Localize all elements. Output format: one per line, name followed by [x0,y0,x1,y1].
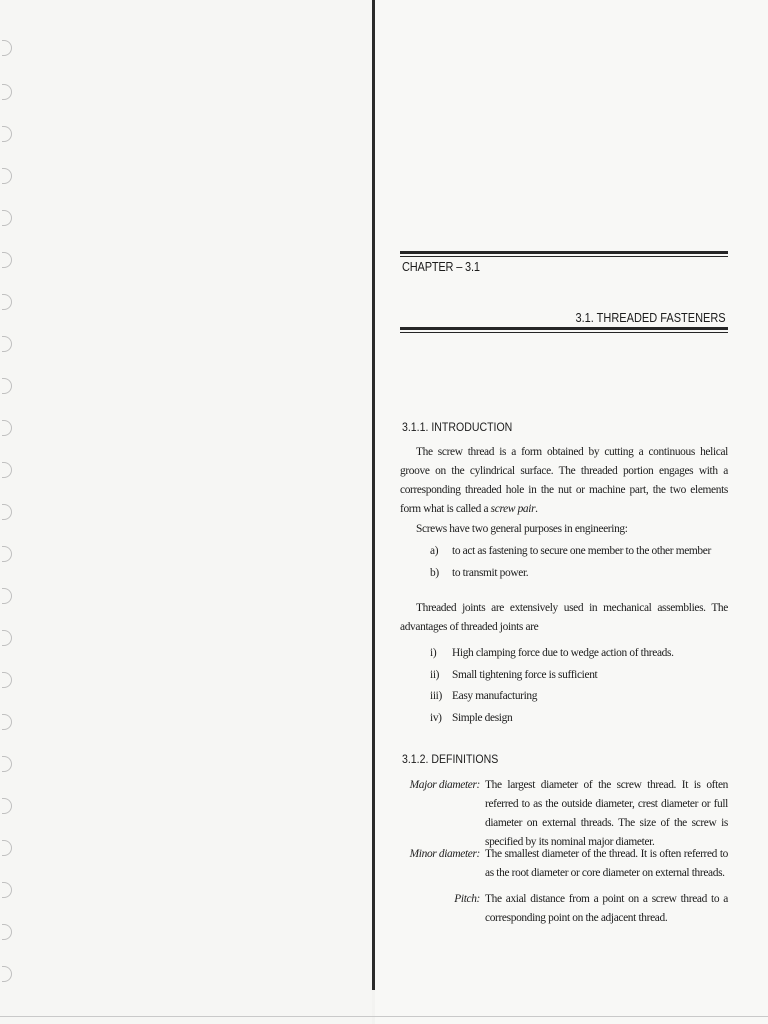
definition-term: Pitch: [454,893,480,905]
list-item [430,643,674,665]
top-rule [400,251,728,254]
bottom-rule-thin [400,332,728,333]
binding-hole [2,210,12,226]
section-title: 3.1. THREADED FASTENERS [575,311,726,325]
list-item [430,563,711,585]
definitions-heading: 3.1.2. DEFINITIONS [402,752,499,766]
binding-hole [2,126,12,142]
binding-hole [2,420,12,436]
binding-hole [2,378,12,394]
list-item [430,541,711,563]
binding-hole [2,840,12,856]
list-item-text: Simple design [452,711,513,724]
binding-hole [2,966,12,982]
page-bottom-edge [0,1016,768,1017]
binding-hole [2,672,12,688]
list-marker: iii) [430,690,442,702]
introduction-heading: 3.1.1. INTRODUCTION [402,420,513,434]
definition-text: The axial distance from a point on a screw thread to a corresponding point on the adjacent thread. [485,893,728,924]
introduction-paragraph-3-text: Threaded joints are extensively used in mechanical assemblies. The advantages of threaded joints are [400,602,728,633]
list-item [430,708,674,730]
list-item [430,665,674,687]
list-marker: ii) [430,668,440,681]
binding-hole [2,84,12,100]
screw-pair-term: screw pair [490,503,536,515]
introduction-paragraph-2-text: Screws have two general purposes in engineering: [416,523,628,535]
advantages-list [430,643,674,729]
binding-hole [2,546,12,562]
introduction-paragraph-3 [400,599,728,637]
list-marker: iv) [430,711,442,724]
binding-hole [2,294,12,310]
binding-hole [2,40,12,56]
binding-hole [2,756,12,772]
binding-hole [2,168,12,184]
binding-hole [2,588,12,604]
list-item-text: Easy manufacturing [452,690,538,702]
binding-hole [2,252,12,268]
left-blank-page [0,0,372,1024]
chapter-label: CHAPTER – 3.1 [402,260,480,274]
list-marker: i) [430,647,437,659]
top-rule-thin [400,256,728,257]
purposes-list [430,541,711,584]
binding-hole [2,882,12,898]
list-item-text: to transmit power. [452,566,529,579]
list-marker: a) [430,545,439,557]
list-item-text: to act as fastening to secure one member to the other member [452,545,711,557]
list-item-text: High clamping force due to wedge action of threads. [452,647,674,659]
definition-term: Minor diameter: [409,848,480,860]
definition-text: The smallest diameter of the thread. It is often referred to as the root diameter or core diameter on external threads. [485,848,728,879]
binding-hole [2,504,12,520]
introduction-paragraph-1-text: The screw thread is a form obtained by cutting a continuous helical groove on the cylindrical surface. The threaded portion engages with a corresponding threaded hole in the nut or machine part, the two elements form what is called a screw pair. [400,446,728,515]
list-marker: b) [430,566,439,579]
binding-hole [2,630,12,646]
binding-hole [2,924,12,940]
definition-text: The largest diameter of the screw thread. It is often referred to as the outside diameter, crest diameter or full diameter on external threads. The size of the screw is specified by its nominal major diameter. [485,779,728,848]
introduction-paragraph-2 [400,520,728,539]
binding-hole [2,462,12,478]
bottom-rule [400,327,728,330]
binding-hole [2,714,12,730]
list-item [430,686,674,708]
introduction-paragraph-1 [400,443,728,519]
binding-hole [2,336,12,352]
list-item-text: Small tightening force is sufficient [452,668,598,681]
definition-term: Major diameter: [409,779,480,791]
binding-hole [2,798,12,814]
